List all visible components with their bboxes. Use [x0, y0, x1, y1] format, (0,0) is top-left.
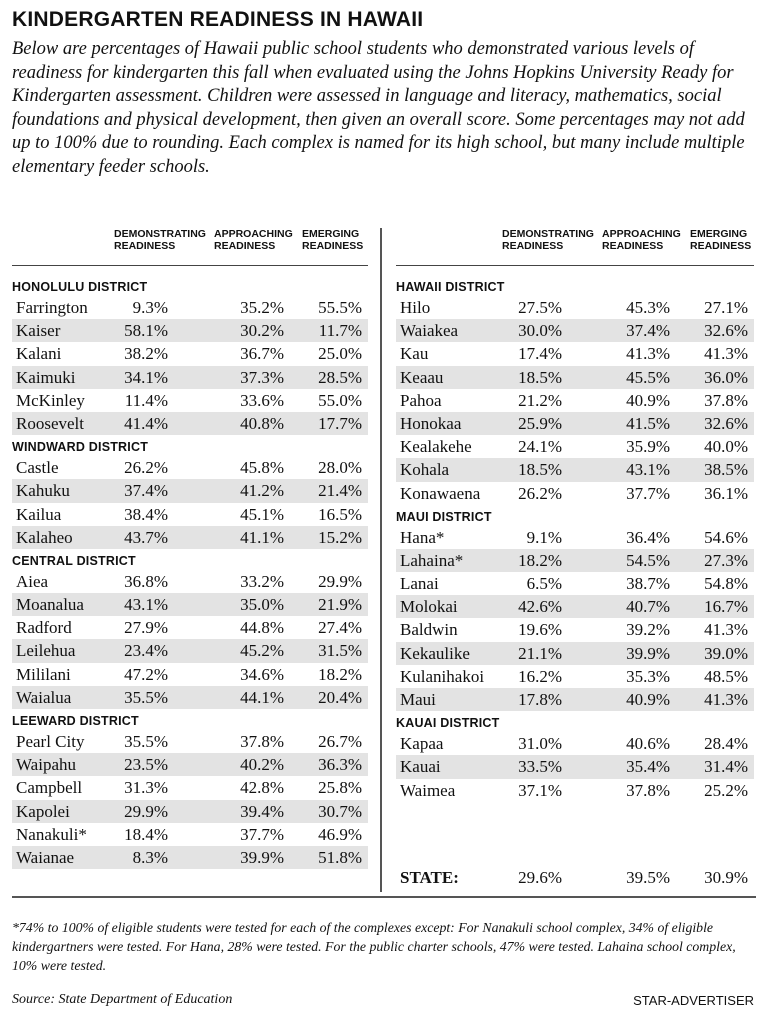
- emerging-value: 28.4%: [704, 734, 748, 754]
- demonstrating-value: 41.4%: [124, 413, 168, 433]
- table-row: [12, 503, 368, 526]
- emerging-value: 36.1%: [704, 483, 748, 503]
- footnote: *74% to 100% of eligible students were tested for each of the complexes except: For Nanakuli school complex, 34% of eligible kindergartners were tested. For Hana, 28% were tested. For the public charter schools, 47% were tested. Lahaina school complex, 10% were tested.: [12, 920, 736, 973]
- header-demonstrating: DEMONSTRATING READINESS: [502, 228, 594, 252]
- complex-name: Hilo: [400, 298, 431, 317]
- table-row: [396, 319, 754, 342]
- demonstrating-value: 24.1%: [518, 437, 562, 457]
- header-emerging: EMERGING READINESS: [690, 228, 752, 252]
- complex-name: Nanakuli*: [16, 824, 87, 844]
- table-row: [396, 526, 754, 549]
- complex-name: Honokaa: [400, 413, 462, 433]
- emerging-value: 25.8%: [318, 778, 362, 798]
- approaching-value: 30.2%: [240, 321, 284, 341]
- complex-name: McKinley: [16, 390, 85, 410]
- approaching-value: 35.4%: [626, 757, 670, 777]
- table-row: [396, 642, 754, 665]
- left-table: [12, 222, 368, 869]
- table-row: [12, 456, 368, 479]
- header-demonstrating: DEMONSTRATING READINESS: [114, 228, 206, 252]
- emerging-value: 26.7%: [318, 732, 362, 751]
- demonstrating-value: 16.2%: [518, 666, 562, 686]
- header-approaching: APPROACHING READINESS: [214, 228, 293, 252]
- table-row: [12, 616, 368, 639]
- district-heading: LEEWARD DISTRICT: [12, 714, 139, 728]
- emerging-value: 11.7%: [318, 321, 362, 341]
- table-row: [12, 776, 368, 799]
- emerging-value: 36.3%: [318, 755, 362, 775]
- approaching-value: 39.9%: [626, 643, 670, 663]
- demonstrating-value: 38.4%: [124, 504, 168, 524]
- emerging-value: 31.4%: [704, 757, 748, 777]
- emerging-value: 37.8%: [704, 390, 748, 410]
- district-heading: CENTRAL DISTRICT: [12, 553, 136, 568]
- emerging-value: 32.6%: [704, 413, 748, 433]
- emerging-value: 18.2%: [318, 664, 362, 684]
- demonstrating-value: 8.3%: [132, 847, 168, 867]
- approaching-value: 34.6%: [240, 664, 284, 684]
- emerging-value: 41.3%: [704, 344, 748, 364]
- right-table-body: [396, 275, 754, 802]
- complex-name: Konawaena: [400, 483, 481, 503]
- left-column-headers: [12, 222, 368, 266]
- table-row: [12, 570, 368, 593]
- column-divider: [380, 228, 382, 892]
- complex-name: Kailua: [16, 504, 62, 524]
- emerging-value: 41.3%: [704, 620, 748, 640]
- emerging-value: 28.0%: [318, 458, 362, 478]
- state-emerging: 30.9%: [704, 868, 748, 887]
- complex-name: Kapaa: [400, 734, 444, 754]
- table-row: [12, 366, 368, 389]
- demonstrating-value: 42.6%: [518, 597, 562, 617]
- approaching-value: 45.2%: [240, 641, 284, 661]
- approaching-value: 35.2%: [240, 298, 284, 317]
- approaching-value: 37.3%: [240, 367, 284, 387]
- table-row: [12, 800, 368, 823]
- demonstrating-value: 58.1%: [124, 321, 168, 341]
- demonstrating-value: 27.9%: [124, 618, 168, 638]
- emerging-value: 30.7%: [318, 801, 362, 821]
- approaching-value: 43.1%: [626, 460, 670, 480]
- demonstrating-value: 9.1%: [526, 527, 562, 547]
- approaching-value: 37.7%: [626, 483, 670, 503]
- complex-name: Waianae: [16, 847, 75, 867]
- demonstrating-value: 35.5%: [124, 732, 168, 751]
- state-label: STATE:: [400, 868, 459, 887]
- demonstrating-value: 30.0%: [518, 321, 562, 341]
- complex-name: Roosevelt: [16, 413, 84, 433]
- approaching-value: 35.9%: [626, 437, 670, 457]
- approaching-value: 45.5%: [626, 367, 670, 387]
- complex-name: Moanalua: [16, 595, 84, 615]
- approaching-value: 39.9%: [240, 847, 284, 867]
- complex-name: Keaau: [400, 367, 444, 387]
- demonstrating-value: 37.4%: [124, 481, 168, 501]
- table-row: [12, 686, 368, 709]
- approaching-value: 44.8%: [240, 618, 284, 638]
- district-heading: HONOLULU DISTRICT: [12, 280, 148, 294]
- approaching-value: 42.8%: [240, 778, 284, 798]
- demonstrating-value: 37.1%: [518, 780, 562, 800]
- complex-name: Kalaheo: [16, 527, 73, 547]
- emerging-value: 41.3%: [704, 690, 748, 709]
- demonstrating-value: 25.9%: [518, 413, 562, 433]
- demonstrating-value: 19.6%: [518, 620, 562, 640]
- complex-name: Kaiser: [16, 321, 61, 341]
- table-row: [396, 549, 754, 572]
- demonstrating-value: 6.5%: [526, 574, 562, 594]
- district-heading: KAUAI DISTRICT: [396, 716, 500, 731]
- emerging-value: 55.5%: [318, 298, 362, 317]
- approaching-value: 45.1%: [240, 504, 284, 524]
- demonstrating-value: 38.2%: [124, 344, 168, 364]
- table-row: [396, 296, 754, 319]
- emerging-value: 38.5%: [704, 460, 748, 480]
- approaching-value: 40.2%: [240, 755, 284, 775]
- complex-name: Pahoa: [400, 390, 442, 410]
- complex-name: Aiea: [16, 571, 49, 591]
- complex-name: Waialua: [16, 687, 72, 707]
- table-row: [396, 755, 754, 778]
- complex-name: Campbell: [16, 778, 83, 798]
- complex-name: Kalani: [16, 344, 62, 364]
- approaching-value: 33.6%: [240, 390, 284, 410]
- approaching-value: 36.4%: [626, 527, 670, 547]
- state-demonstrating: 29.6%: [518, 868, 562, 887]
- approaching-value: 45.8%: [240, 458, 284, 478]
- complex-name: Kaimuki: [16, 367, 76, 387]
- emerging-value: 16.7%: [704, 597, 748, 617]
- table-row: [12, 412, 368, 435]
- emerging-value: 16.5%: [318, 504, 362, 524]
- table-row: [12, 389, 368, 412]
- table-row: [396, 665, 754, 688]
- approaching-value: 33.2%: [240, 571, 284, 591]
- demonstrating-value: 21.2%: [518, 390, 562, 410]
- demonstrating-value: 26.2%: [518, 483, 562, 503]
- complex-name: Baldwin: [400, 620, 458, 640]
- demonstrating-value: 17.8%: [518, 690, 562, 709]
- approaching-value: 41.2%: [240, 481, 284, 501]
- complex-name: Lahaina*: [400, 550, 464, 570]
- header-emerging: EMERGING READINESS: [302, 228, 364, 252]
- table-row: [12, 526, 368, 549]
- demonstrating-value: 27.5%: [518, 298, 562, 317]
- emerging-value: 25.0%: [318, 344, 362, 364]
- credit-line: STAR-ADVERTISER: [633, 993, 754, 1008]
- table-row: [396, 688, 754, 711]
- emerging-value: 36.0%: [704, 367, 748, 387]
- right-table: [396, 222, 754, 890]
- approaching-value: 35.0%: [240, 595, 284, 615]
- emerging-value: 21.4%: [318, 481, 362, 501]
- complex-name: Kealakehe: [400, 437, 472, 457]
- approaching-value: 39.2%: [626, 620, 670, 640]
- complex-name: Kohala: [400, 460, 450, 480]
- emerging-value: 29.9%: [318, 571, 362, 591]
- demonstrating-value: 29.9%: [124, 801, 168, 821]
- table-row: [12, 663, 368, 686]
- table-row: [396, 595, 754, 618]
- emerging-value: 40.0%: [704, 437, 748, 457]
- approaching-value: 36.7%: [240, 344, 284, 364]
- demonstrating-value: 26.2%: [124, 458, 168, 478]
- table-row: [12, 846, 368, 869]
- source-line: Source: State Department of Education: [12, 992, 233, 1007]
- demonstrating-value: 31.3%: [124, 778, 168, 798]
- demonstrating-value: 43.7%: [124, 527, 168, 547]
- table-row: [12, 342, 368, 365]
- approaching-value: 38.7%: [626, 574, 670, 594]
- approaching-value: 40.9%: [626, 690, 670, 709]
- demonstrating-value: 31.0%: [518, 734, 562, 754]
- approaching-value: 37.4%: [626, 321, 670, 341]
- demonstrating-value: 43.1%: [124, 595, 168, 615]
- emerging-value: 31.5%: [318, 641, 362, 661]
- complex-name: Pearl City: [16, 732, 85, 751]
- emerging-value: 54.6%: [704, 527, 748, 547]
- complex-name: Lanai: [400, 574, 439, 594]
- emerging-value: 27.3%: [704, 550, 748, 570]
- demonstrating-value: 9.3%: [132, 298, 168, 317]
- intro-text: Below are percentages of Hawaii public school students who demonstrated various levels of readiness for kindergarten this fall when evaluated using the Johns Hopkins University Ready for Kindergarten assessment. Children were assessed in language and literacy, mathematics, social foundations and physical development, then given an overall score. Some percentages may not add up to 100% due to rounding. Each complex is named for its high school, but many include multiple elementary feeder schools.: [12, 39, 745, 177]
- complex-name: Waiakea: [400, 321, 459, 341]
- demonstrating-value: 18.2%: [518, 550, 562, 570]
- emerging-value: 54.8%: [704, 574, 748, 594]
- emerging-value: 21.9%: [318, 595, 362, 615]
- emerging-value: 39.0%: [704, 643, 748, 663]
- footer-divider: [12, 896, 756, 898]
- table-row: [396, 458, 754, 481]
- complex-name: Farrington: [16, 298, 88, 317]
- table-row: [396, 732, 754, 755]
- complex-name: Kulanihakoi: [400, 666, 485, 686]
- complex-name: Kau: [400, 344, 429, 364]
- complex-name: Leilehua: [16, 641, 76, 661]
- demonstrating-value: 21.1%: [518, 643, 562, 663]
- demonstrating-value: 11.4%: [124, 390, 168, 410]
- right-column-headers: [396, 222, 754, 266]
- state-row: [396, 866, 754, 890]
- table-row: [12, 296, 368, 319]
- approaching-value: 40.6%: [626, 734, 670, 754]
- demonstrating-value: 18.5%: [518, 367, 562, 387]
- table-row: [396, 366, 754, 389]
- approaching-value: 40.7%: [626, 597, 670, 617]
- complex-name: Waimea: [400, 780, 456, 800]
- district-heading: HAWAII DISTRICT: [396, 280, 505, 294]
- emerging-value: 15.2%: [318, 527, 362, 547]
- demonstrating-value: 36.8%: [124, 571, 168, 591]
- district-heading: WINDWARD DISTRICT: [12, 440, 149, 455]
- approaching-value: 40.9%: [626, 390, 670, 410]
- state-approaching: 39.5%: [626, 868, 670, 887]
- table-row: [396, 572, 754, 595]
- emerging-value: 27.1%: [704, 298, 748, 317]
- demonstrating-value: 18.5%: [518, 460, 562, 480]
- complex-name: Waipahu: [16, 755, 76, 775]
- complex-name: Radford: [16, 618, 72, 638]
- complex-name: Castle: [16, 458, 59, 478]
- demonstrating-value: 33.5%: [518, 757, 562, 777]
- demonstrating-value: 23.4%: [124, 641, 168, 661]
- approaching-value: 41.3%: [626, 344, 670, 364]
- header-approaching: APPROACHING READINESS: [602, 228, 681, 252]
- table-row: [396, 779, 754, 802]
- approaching-value: 35.3%: [626, 666, 670, 686]
- emerging-value: 25.2%: [704, 780, 748, 800]
- demonstrating-value: 18.4%: [124, 824, 168, 844]
- table-row: [396, 618, 754, 641]
- complex-name: Hana*: [400, 527, 445, 547]
- approaching-value: 39.4%: [240, 801, 284, 821]
- emerging-value: 27.4%: [318, 618, 362, 638]
- complex-name: Maui: [400, 690, 436, 709]
- approaching-value: 45.3%: [626, 298, 670, 317]
- table-row: [12, 479, 368, 502]
- emerging-value: 55.0%: [318, 390, 362, 410]
- table-row: [396, 389, 754, 412]
- emerging-value: 48.5%: [704, 666, 748, 686]
- emerging-value: 20.4%: [318, 687, 362, 707]
- table-row: [396, 412, 754, 435]
- district-heading: MAUI DISTRICT: [396, 509, 492, 524]
- table-row: [12, 319, 368, 342]
- table-row: [12, 593, 368, 616]
- emerging-value: 46.9%: [318, 824, 362, 844]
- complex-name: Mililani: [16, 664, 71, 684]
- table-row: [12, 753, 368, 776]
- complex-name: Kauai: [400, 757, 441, 777]
- emerging-value: 28.5%: [318, 367, 362, 387]
- chart-title: KINDERGARTEN READINESS IN HAWAII: [12, 8, 424, 31]
- approaching-value: 41.5%: [626, 413, 670, 433]
- table-row: [12, 730, 368, 753]
- approaching-value: 44.1%: [240, 687, 284, 707]
- demonstrating-value: 35.5%: [124, 687, 168, 707]
- approaching-value: 37.8%: [240, 732, 284, 751]
- demonstrating-value: 47.2%: [124, 664, 168, 684]
- emerging-value: 51.8%: [318, 847, 362, 867]
- table-row: [396, 435, 754, 458]
- emerging-value: 32.6%: [704, 321, 748, 341]
- approaching-value: 37.7%: [240, 824, 284, 844]
- emerging-value: 17.7%: [318, 413, 362, 433]
- complex-name: Kapolei: [16, 801, 70, 821]
- table-row: [12, 639, 368, 662]
- left-table-body: [12, 275, 368, 869]
- complex-name: Kekaulike: [400, 643, 470, 663]
- demonstrating-value: 23.5%: [124, 755, 168, 775]
- demonstrating-value: 17.4%: [518, 344, 562, 364]
- demonstrating-value: 34.1%: [124, 367, 168, 387]
- complex-name: Molokai: [400, 597, 458, 617]
- approaching-value: 41.1%: [240, 527, 284, 547]
- table-row: [12, 823, 368, 846]
- approaching-value: 40.8%: [240, 413, 284, 433]
- table-row: [396, 482, 754, 505]
- approaching-value: 54.5%: [626, 550, 670, 570]
- table-row: [396, 342, 754, 365]
- complex-name: Kahuku: [16, 481, 70, 501]
- approaching-value: 37.8%: [626, 780, 670, 800]
